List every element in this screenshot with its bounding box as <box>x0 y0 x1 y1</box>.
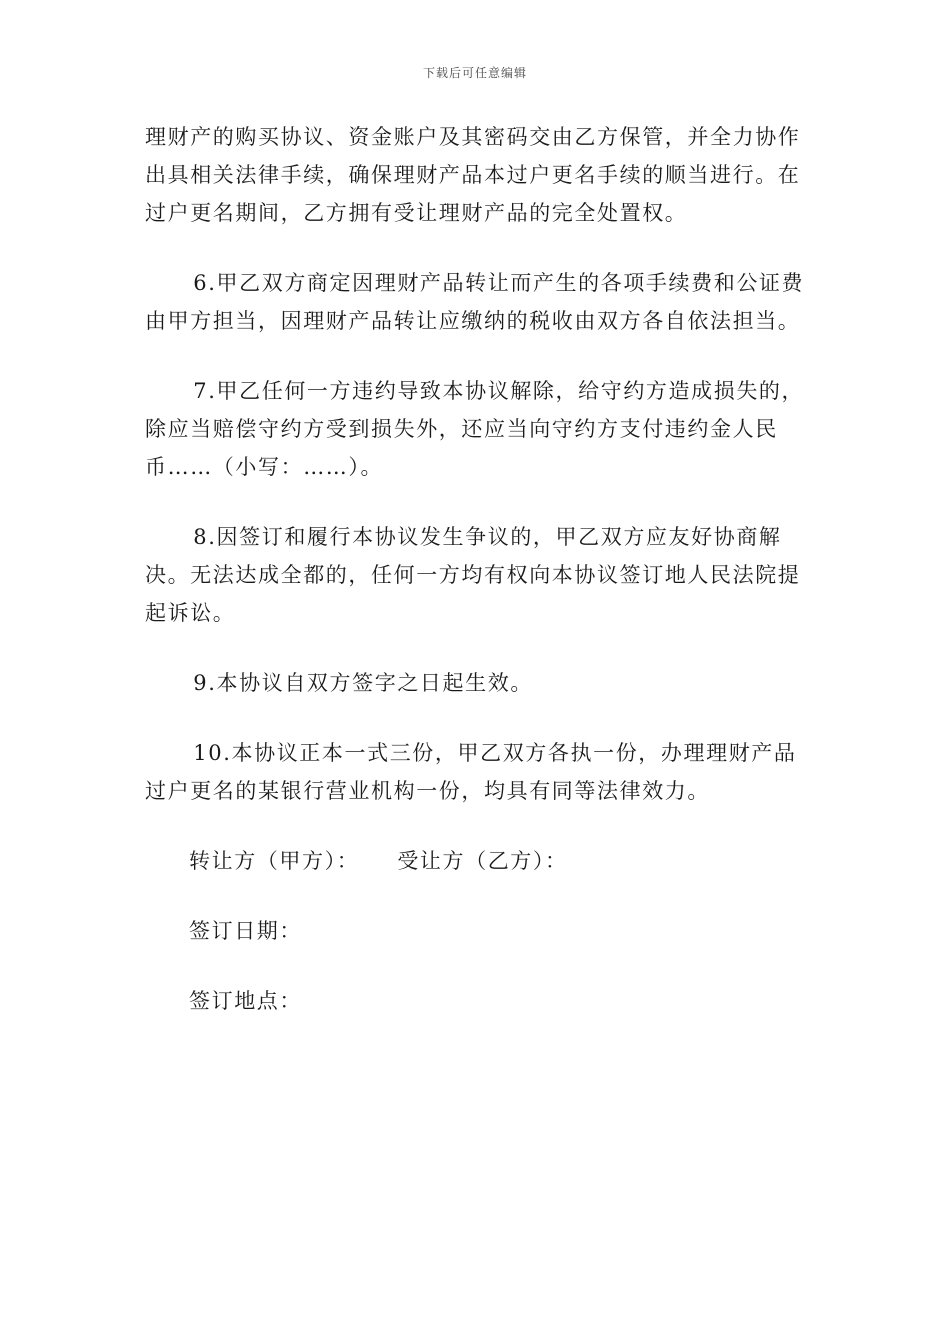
paragraph-clause-6: 6.甲乙双方商定因理财产品转让而产生的各项手续费和公证费由甲方担当，因理财产品转让应缴纳的税收由双方各自依法担当。 <box>145 271 805 333</box>
signature-parties-line <box>145 842 817 880</box>
transferee-label: 受让方（乙方）： <box>397 849 568 873</box>
transferor-label: 转让方（甲方）： <box>189 849 360 873</box>
paragraph-clause-10: 10.本协议正本一式三份，甲乙双方各执一份，办理理财产品过户更名的某银行营业机构一份，均具有同等法律效力。 <box>145 741 797 803</box>
paragraph-clause-7: 7.甲乙任何一方违约导致本协议解除，给守约方造成损失的，除应当赔偿守约方受到损失外，还应当向守约方支付违约金人民币……（小写：……）。 <box>145 379 805 479</box>
signing-date-line <box>145 912 817 950</box>
paragraph-continued: 理财产的购买协议、资金账户及其密码交由乙方保管，并全力协作出具相关法律手续，确保理财产品本过户更名手续的顺当进行。在过户更名期间，乙方拥有受让理财产品的完全处置权。 <box>145 125 801 225</box>
signing-place-label: 签订地点： <box>189 989 302 1013</box>
paragraph-clause-9: 9.本协议自双方签字之日起生效。 <box>193 671 533 695</box>
signing-date-label: 签订日期： <box>189 919 302 943</box>
paragraph-clause-8: 8.因签订和履行本协议发生争议的，甲乙双方应友好协商解决。无法达成全都的，任何一方均有权向本协议签订地人民法院提起诉讼。 <box>145 525 801 625</box>
page-header-note: 下载后可任意编辑 <box>422 66 527 80</box>
document-body <box>145 118 817 1052</box>
signing-place-line <box>145 982 817 1020</box>
